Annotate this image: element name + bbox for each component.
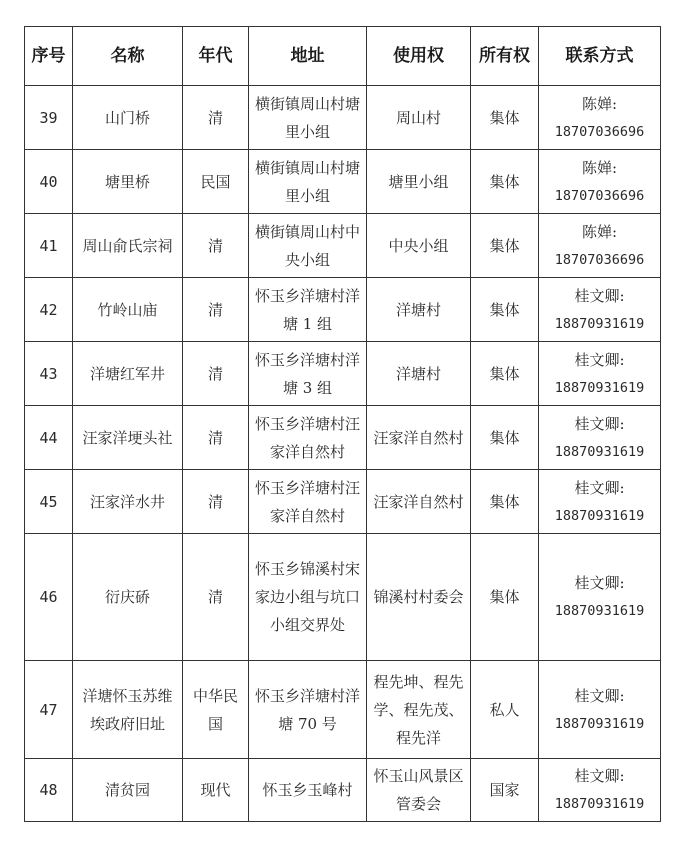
contact-phone: 18707036696	[554, 251, 645, 268]
cell-era: 民国	[183, 150, 249, 214]
cell-ownership: 集体	[471, 534, 539, 661]
cell-address: 怀玉乡锦溪村宋家边小组与坑口小组交界处	[249, 534, 367, 661]
cell-era: 清	[183, 214, 249, 278]
contact-phone: 18707036696	[554, 187, 645, 204]
header-seq: 序号	[25, 27, 73, 86]
header-ownership: 所有权	[471, 27, 539, 86]
cell-use-right: 汪家洋自然村	[367, 406, 471, 470]
cell-address: 横街镇周山村中央小组	[249, 214, 367, 278]
cell-era: 中华民国	[183, 661, 249, 759]
cell-contact	[539, 406, 661, 470]
cell-contact	[539, 342, 661, 406]
heritage-table	[24, 26, 661, 822]
contact-person: 桂文卿:	[574, 686, 625, 705]
cell-seq: 42	[25, 278, 73, 342]
cell-name: 山门桥	[73, 86, 183, 150]
contact-person: 桂文卿:	[574, 574, 625, 592]
cell-name: 洋塘红军井	[73, 342, 183, 406]
contact-person: 桂文卿:	[574, 286, 625, 305]
cell-address: 怀玉乡洋塘村汪家洋自然村	[249, 470, 367, 534]
cell-use-right: 中央小组	[367, 214, 471, 278]
table-row	[25, 86, 661, 150]
contact-person: 陈婵:	[581, 94, 618, 113]
cell-contact	[539, 534, 661, 661]
cell-name: 洋塘怀玉苏维埃政府旧址	[73, 661, 183, 759]
cell-address: 怀玉乡洋塘村洋塘 1 组	[249, 278, 367, 342]
cell-use-right: 汪家洋自然村	[367, 470, 471, 534]
contact-phone: 18870931619	[554, 315, 645, 332]
cell-era: 清	[183, 278, 249, 342]
cell-seq: 47	[25, 661, 73, 759]
table-row	[25, 406, 661, 470]
cell-ownership: 集体	[471, 406, 539, 470]
cell-ownership: 国家	[471, 759, 539, 822]
cell-contact	[539, 759, 661, 822]
cell-name: 汪家洋水井	[73, 470, 183, 534]
cell-ownership: 集体	[471, 278, 539, 342]
table-row	[25, 214, 661, 278]
header-address: 地址	[249, 27, 367, 86]
cell-era: 现代	[183, 759, 249, 822]
cell-contact	[539, 214, 661, 278]
cell-address: 怀玉乡洋塘村汪家洋自然村	[249, 406, 367, 470]
cell-era: 清	[183, 534, 249, 661]
contact-person: 桂文卿:	[574, 414, 625, 433]
cell-seq: 45	[25, 470, 73, 534]
contact-phone: 18870931619	[554, 443, 645, 460]
cell-contact	[539, 150, 661, 214]
header-contact: 联系方式	[539, 27, 661, 86]
cell-name: 周山俞氏宗祠	[73, 214, 183, 278]
header-era: 年代	[183, 27, 249, 86]
contact-phone: 18870931619	[554, 379, 645, 396]
cell-era: 清	[183, 86, 249, 150]
cell-use-right: 周山村	[367, 86, 471, 150]
cell-name: 汪家洋埂头社	[73, 406, 183, 470]
cell-use-right: 塘里小组	[367, 150, 471, 214]
cell-use-right: 锦溪村村委会	[367, 534, 471, 661]
contact-person: 桂文卿:	[574, 767, 625, 785]
table-row	[25, 661, 661, 759]
cell-ownership: 私人	[471, 661, 539, 759]
cell-ownership: 集体	[471, 86, 539, 150]
cell-seq: 44	[25, 406, 73, 470]
cell-seq: 43	[25, 342, 73, 406]
cell-use-right: 洋塘村	[367, 278, 471, 342]
cell-era: 清	[183, 342, 249, 406]
cell-seq: 48	[25, 759, 73, 822]
table-row	[25, 470, 661, 534]
cell-name: 衍庆硚	[73, 534, 183, 661]
cell-contact	[539, 661, 661, 759]
contact-person: 桂文卿:	[574, 478, 625, 497]
cell-address: 怀玉乡洋塘村洋塘 3 组	[249, 342, 367, 406]
cell-address: 横街镇周山村塘里小组	[249, 150, 367, 214]
contact-person: 陈婵:	[581, 222, 618, 241]
table-row	[25, 342, 661, 406]
table-row	[25, 278, 661, 342]
table-body	[25, 86, 661, 822]
contact-person: 陈婵:	[581, 158, 618, 177]
contact-phone: 18870931619	[554, 715, 645, 732]
cell-use-right: 洋塘村	[367, 342, 471, 406]
table-row	[25, 759, 661, 822]
table-header	[25, 27, 661, 86]
cell-contact	[539, 278, 661, 342]
cell-era: 清	[183, 406, 249, 470]
contact-phone: 18870931619	[554, 603, 645, 619]
cell-ownership: 集体	[471, 342, 539, 406]
cell-ownership: 集体	[471, 470, 539, 534]
cell-seq: 40	[25, 150, 73, 214]
cell-address: 横街镇周山村塘里小组	[249, 86, 367, 150]
cell-name: 塘里桥	[73, 150, 183, 214]
cell-name: 竹岭山庙	[73, 278, 183, 342]
cell-use-right: 程先坤、程先学、程先茂、程先洋	[367, 661, 471, 759]
table-row	[25, 150, 661, 214]
cell-seq: 39	[25, 86, 73, 150]
cell-use-right: 怀玉山风景区管委会	[367, 759, 471, 822]
table-row	[25, 534, 661, 661]
cell-era: 清	[183, 470, 249, 534]
cell-ownership: 集体	[471, 214, 539, 278]
cell-ownership: 集体	[471, 150, 539, 214]
contact-person: 桂文卿:	[574, 350, 625, 369]
header-row	[25, 27, 661, 86]
cell-address: 怀玉乡玉峰村	[249, 759, 367, 822]
cell-contact	[539, 86, 661, 150]
cell-seq: 46	[25, 534, 73, 661]
cell-address: 怀玉乡洋塘村洋塘 70 号	[249, 661, 367, 759]
cell-contact	[539, 470, 661, 534]
cell-name: 清贫园	[73, 759, 183, 822]
header-use-right: 使用权	[367, 27, 471, 86]
contact-phone: 18707036696	[554, 123, 645, 140]
header-name: 名称	[73, 27, 183, 86]
cell-seq: 41	[25, 214, 73, 278]
contact-phone: 18870931619	[554, 796, 645, 812]
contact-phone: 18870931619	[554, 507, 645, 524]
